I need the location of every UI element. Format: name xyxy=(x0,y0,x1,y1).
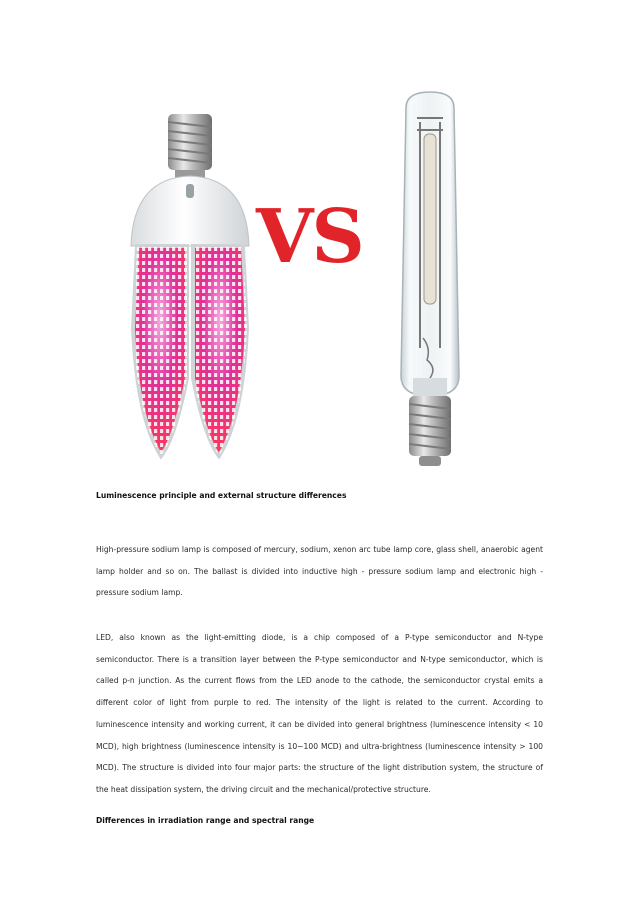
section-heading-luminescence: Luminescence principle and external structure differences xyxy=(96,491,347,500)
vs-label: VS xyxy=(256,194,363,280)
paragraph-led: LED, also known as the light-emitting diode, is a chip composed of a P-type semiconductor and N-type semiconductor. There is a transition layer between the P-type semiconductor and N-type semiconductor, which is called p-n junction. As the current flows from the LED anode to the cathode, the semiconductor crystal emits a different color of light from purple to red. The intensity of the light is related to the current. According to luminescence intensity and working current, it can be divided into general brightness (luminescence intensity < 10 MCD), high brightness (luminescence intensity is 10~100 MCD) and ultra-brightness (luminescence intensity > 100 MCD). The structure is divided into four major parts: the structure of the light distribution system, the structure of the heat dissipation system, the driving circuit and the mechanical/protective structure. xyxy=(96,633,543,794)
hps-lamp xyxy=(401,92,459,466)
lamp-screw-base xyxy=(168,114,212,178)
led-petals xyxy=(133,246,247,456)
lamp-vent xyxy=(186,184,194,198)
section-heading-irradiation: Differences in irradiation range and spectral range xyxy=(96,816,315,825)
paragraph-hps-lamp: High-pressure sodium lamp is composed of mercury, sodium, xenon arc tube lamp core, glass shell, anaerobic agent lamp holder and so on. The ballast is divided into inductive high - pressure sodium lamp and electronic high - pressure sodium lamp. xyxy=(96,545,543,598)
comparison-figure xyxy=(105,78,535,478)
led-grow-lamp xyxy=(131,114,249,456)
lamp-neck xyxy=(413,378,447,398)
lamp-screw-base xyxy=(409,396,451,466)
comparison-illustration xyxy=(105,78,535,478)
